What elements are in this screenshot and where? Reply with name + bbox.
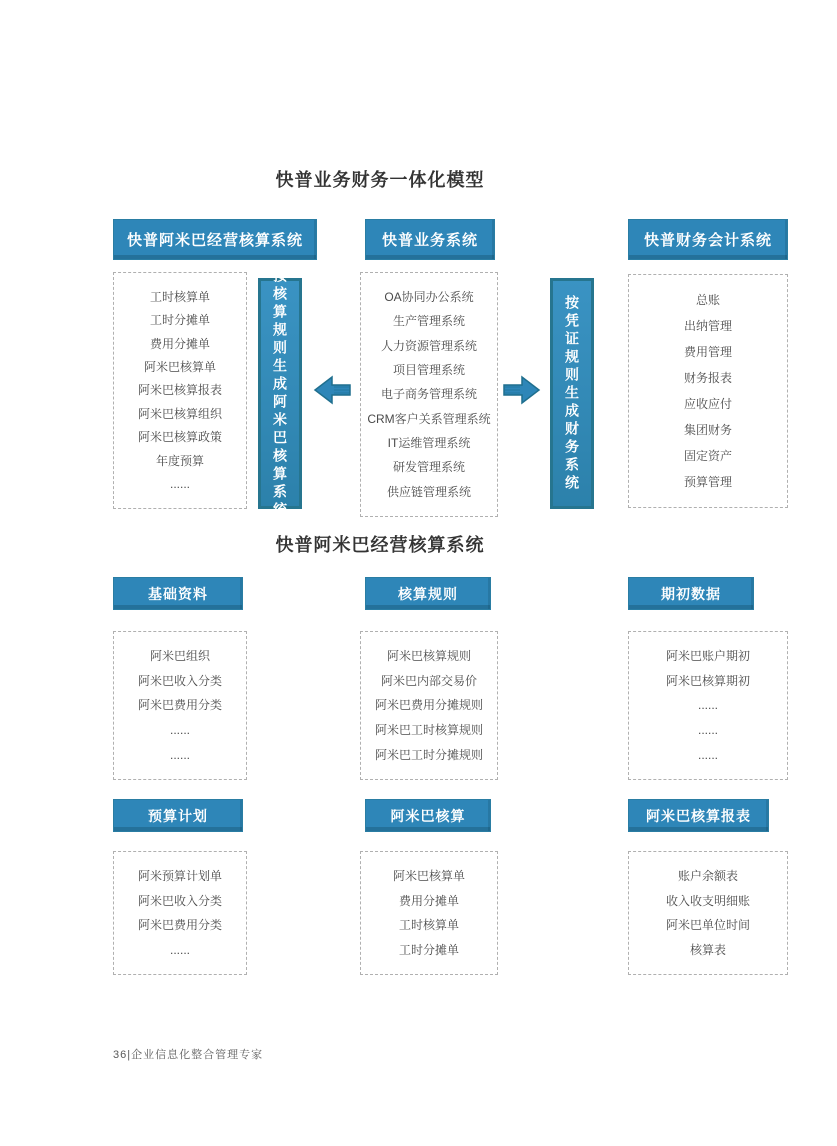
list-item: ...... [169, 942, 190, 957]
list-item: 阿米预算计划单 [137, 869, 222, 884]
list-item: IT运维管理系统 [387, 436, 471, 451]
list-item: ...... [697, 747, 718, 762]
s2-header-amoeba-reports: 阿米巴核算报表 [628, 799, 769, 832]
s2-list-amoeba-reports [628, 851, 788, 975]
list-item: 阿米巴核算规则 [386, 649, 471, 664]
list-item: 年度预算 [155, 453, 204, 468]
list-item: ...... [169, 723, 190, 738]
list-item: 工时核算单 [398, 918, 459, 933]
s1-header-finance-system: 快普财务会计系统 [628, 219, 788, 260]
list-item: 阿米巴核算单 [143, 360, 216, 375]
s2-header-opening-data: 期初数据 [628, 577, 754, 610]
page-footer: 36|企业信息化整合管理专家 [113, 1049, 264, 1061]
s1-list-amoeba-system [113, 272, 247, 509]
list-item: 阿米巴核算政策 [137, 430, 222, 445]
list-item: 出纳管理 [683, 319, 732, 333]
list-item: 阿米巴工时核算规则 [374, 723, 483, 738]
list-item: 电子商务管理系统 [380, 387, 477, 402]
list-item: 阿米巴单位时间 [665, 918, 750, 933]
list-item: ...... [169, 747, 190, 762]
list-item: 阿米巴费用分类 [137, 698, 222, 713]
arrow-left-icon [313, 374, 351, 406]
s2-header-basic-data: 基础资料 [113, 577, 243, 610]
bar-voucher-rules-label: 按凭证规则生成财务系统 [564, 294, 580, 493]
list-item: 阿米巴费用分摊规则 [374, 698, 483, 713]
list-item: 费用分摊单 [398, 893, 459, 908]
bar-accounting-rules-label: 按核算规则生成阿米巴核算系统 [272, 267, 288, 520]
section2-title: 快普阿米巴经营核算系统 [275, 535, 485, 555]
list-item: 工时分摊单 [149, 313, 210, 328]
list-item: 总账 [695, 293, 720, 307]
list-item: 阿米巴核算期初 [665, 673, 750, 688]
list-item: 项目管理系统 [392, 363, 465, 378]
s1-header-amoeba-system: 快普阿米巴经营核算系统 [113, 219, 317, 260]
list-item: CRM客户关系管理系统 [367, 411, 491, 426]
list-item: 财务报表 [683, 371, 732, 385]
section1-title: 快普业务财务一体化模型 [275, 170, 485, 190]
list-item: 集团财务 [683, 423, 732, 437]
s2-list-amoeba-accounting [360, 851, 498, 975]
list-item: 预算管理 [683, 475, 732, 489]
list-item: ...... [169, 477, 190, 492]
list-item: 阿米巴核算组织 [137, 406, 222, 421]
list-item: ...... [697, 723, 718, 738]
list-item: 阿米巴组织 [149, 649, 210, 664]
list-item: 生产管理系统 [392, 314, 465, 329]
list-item: 费用管理 [683, 345, 732, 359]
s1-list-finance-system [628, 274, 788, 508]
arrow-right-icon [503, 374, 541, 406]
list-item: 阿米巴收入分类 [137, 673, 222, 688]
s2-header-amoeba-accounting: 阿米巴核算 [365, 799, 491, 832]
list-item: 阿米巴工时分摊规则 [374, 747, 483, 762]
s2-header-budget-plan: 预算计划 [113, 799, 243, 832]
list-item: 研发管理系统 [392, 460, 465, 475]
list-item: 核算表 [689, 942, 726, 957]
s2-list-opening-data [628, 631, 788, 780]
list-item: 阿米巴核算单 [392, 869, 465, 884]
list-item: 供应链管理系统 [386, 484, 471, 499]
list-item: 阿米巴费用分类 [137, 918, 222, 933]
list-item: 固定资产 [683, 449, 732, 463]
s2-list-budget-plan [113, 851, 247, 975]
list-item: 费用分摊单 [149, 336, 210, 351]
list-item: ...... [697, 698, 718, 713]
list-item: 阿米巴账户期初 [665, 649, 750, 664]
list-item: 人力资源管理系统 [380, 338, 477, 353]
bar-voucher-rules [550, 278, 594, 509]
s1-list-business-system [360, 272, 498, 517]
list-item: OA协同办公系统 [384, 290, 474, 305]
list-item: 工时分摊单 [398, 942, 459, 957]
list-item: 阿米巴核算报表 [137, 383, 222, 398]
bar-accounting-rules [258, 267, 302, 520]
s2-list-basic-data [113, 631, 247, 780]
s1-header-business-system: 快普业务系统 [365, 219, 495, 260]
list-item: 账户余额表 [677, 869, 738, 884]
list-item: 阿米巴内部交易价 [380, 673, 477, 688]
list-item: 阿米巴收入分类 [137, 893, 222, 908]
list-item: 应收应付 [683, 397, 732, 411]
list-item: 收入收支明细账 [665, 893, 750, 908]
s2-list-accounting-rules [360, 631, 498, 780]
list-item: 工时核算单 [149, 289, 210, 304]
s2-header-accounting-rules: 核算规则 [365, 577, 491, 610]
